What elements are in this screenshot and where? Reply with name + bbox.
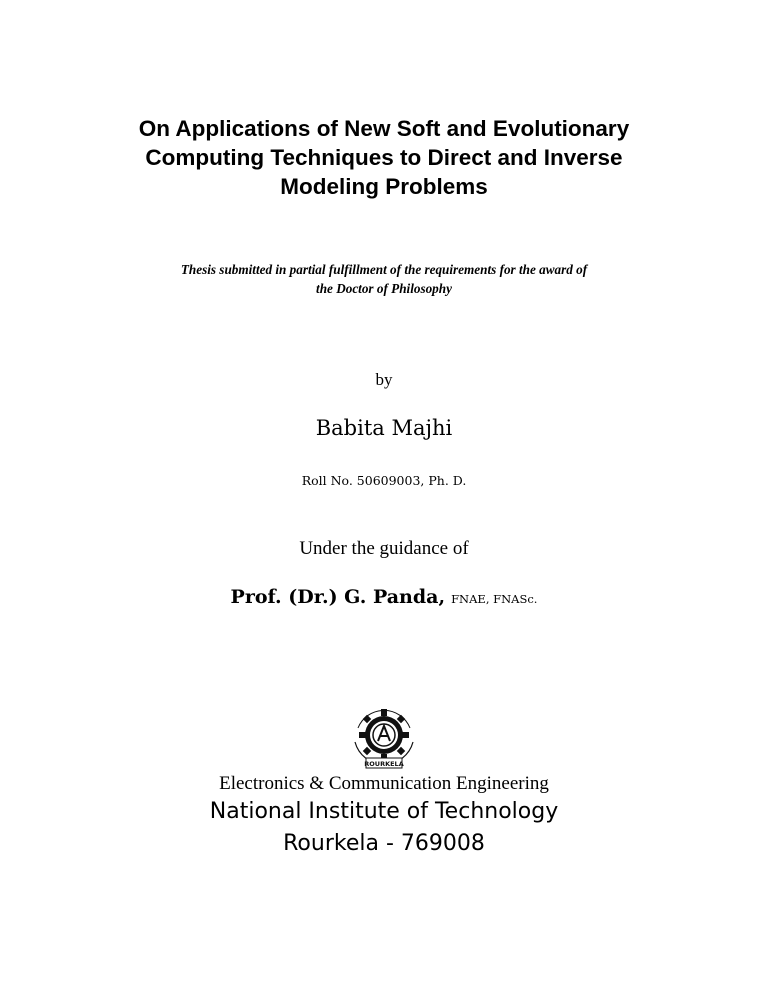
roll-number: Roll No. 50609003, Ph. D. bbox=[301, 473, 467, 488]
submission-statement bbox=[84, 260, 684, 298]
submission-statement-line-2: the Doctor of Philosophy bbox=[316, 281, 452, 296]
supervisor-honours: FNAE, FNASc. bbox=[451, 592, 538, 606]
thesis-title bbox=[100, 114, 668, 201]
thesis-title-line-2: Computing Techniques to Direct and Inverse bbox=[145, 145, 623, 170]
guidance-label: Under the guidance of bbox=[299, 538, 469, 559]
by-label: by bbox=[375, 370, 393, 389]
institute-name: National Institute of Technology bbox=[209, 799, 559, 824]
submission-statement-line-1: Thesis submitted in partial fulfillment of the requirements for the award of bbox=[180, 262, 588, 277]
supervisor bbox=[0, 586, 768, 608]
department-name: Electronics & Communication Engineering bbox=[219, 773, 549, 794]
thesis-title-line-3: Modeling Problems bbox=[280, 174, 488, 199]
institute-location: Rourkela - 769008 bbox=[283, 831, 485, 856]
institute-block bbox=[0, 796, 768, 860]
thesis-title-line-1: On Applications of New Soft and Evolutionary bbox=[138, 116, 630, 141]
author-name: Babita Majhi bbox=[315, 416, 453, 440]
emblem-banner-text: ROURKELA bbox=[364, 760, 404, 768]
institute-emblem-icon bbox=[349, 708, 419, 770]
supervisor-name: Prof. (Dr.) G. Panda, bbox=[230, 586, 446, 608]
